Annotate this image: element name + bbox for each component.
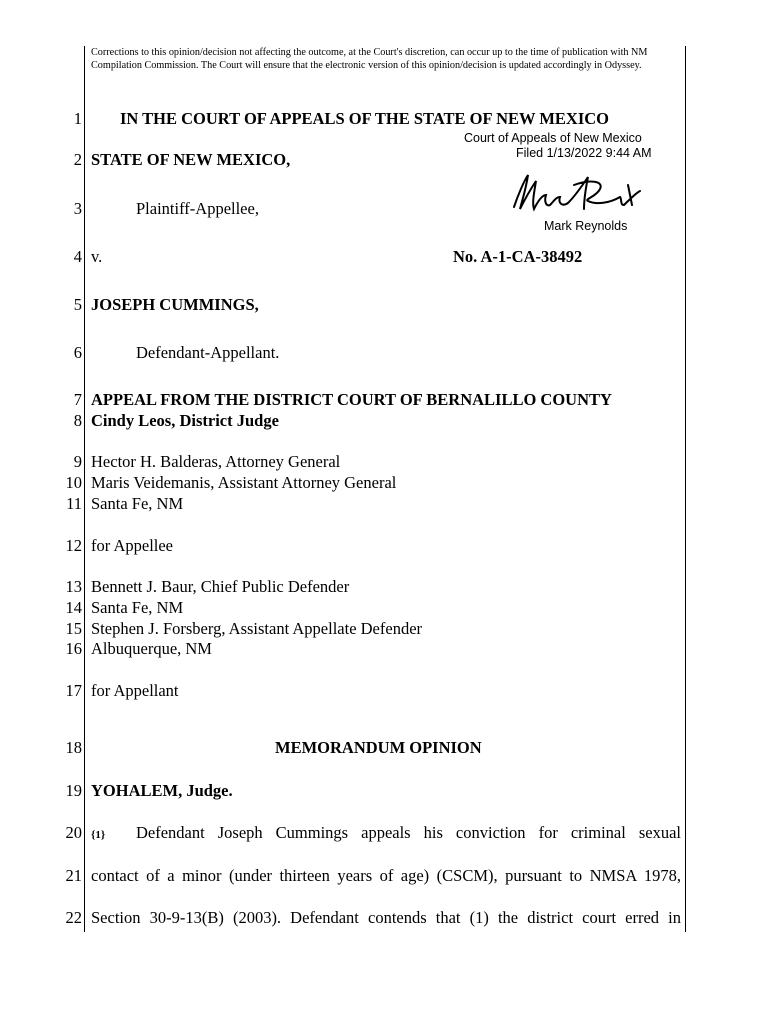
- defendant-role: Defendant-Appellant.: [136, 343, 280, 362]
- appellee-counsel-line: Santa Fe, NM: [91, 494, 184, 513]
- versus: v.: [91, 247, 103, 266]
- line-number: 6: [73, 343, 82, 362]
- line-number: 5: [73, 295, 82, 314]
- line-number: 3: [73, 199, 82, 218]
- line-number: 8: [73, 411, 82, 430]
- appellant-counsel-line: Santa Fe, NM: [91, 598, 184, 617]
- plaintiff-role: Plaintiff-Appellee,: [136, 199, 259, 218]
- line-number: 4: [73, 247, 82, 266]
- appellee-counsel-line: Maris Veidemanis, Assistant Attorney General: [91, 473, 397, 492]
- defendant-name: JOSEPH CUMMINGS,: [91, 295, 259, 314]
- opinion-text-line: Section 30-9-13(B) (2003). Defendant contends that (1) the district court erred in: [91, 908, 681, 927]
- line-number: 11: [66, 494, 82, 513]
- line-number: 21: [65, 866, 82, 885]
- left-margin-rule: [84, 46, 85, 932]
- appellee-counsel-line: Hector H. Balderas, Attorney General: [91, 452, 341, 471]
- appellant-counsel-line: Albuquerque, NM: [91, 639, 212, 658]
- paragraph-marker: {1}: [91, 829, 106, 841]
- line-number: 18: [65, 738, 82, 757]
- opinion-text-line: contact of a minor (under thirteen years of age) (CSCM), pursuant to NMSA 1978,: [91, 866, 681, 885]
- line-number: 2: [73, 150, 82, 169]
- line-number: 14: [65, 598, 82, 617]
- right-margin-rule: [685, 46, 686, 932]
- for-appellee: for Appellee: [91, 536, 174, 555]
- plaintiff-name: STATE OF NEW MEXICO,: [91, 150, 291, 169]
- line-number: 16: [65, 639, 82, 658]
- line-number: 19: [65, 781, 82, 800]
- line-number: 1: [73, 109, 82, 128]
- corrections-notice: Corrections to this opinion/decision not affecting the outcome, at the Court's discretion, can occur up to the time of publication with NM Compilation Commission. The Court will ensure that the electronic version of this opinion/decision is updated accordingly in Odyssey.: [91, 47, 648, 71]
- line-number: 7: [73, 390, 82, 409]
- line-number: 22: [65, 908, 82, 927]
- appeal-heading: APPEAL FROM THE DISTRICT COURT OF BERNALILLO COUNTY: [91, 390, 612, 409]
- line-number: 12: [65, 536, 82, 555]
- case-number: No. A-1-CA-38492: [453, 247, 583, 266]
- appellant-counsel-line: Stephen J. Forsberg, Assistant Appellate Defender: [91, 619, 423, 638]
- line-number: 13: [65, 577, 82, 596]
- court-heading: IN THE COURT OF APPEALS OF THE STATE OF NEW MEXICO: [120, 109, 610, 128]
- filing-stamp-signer: Mark Reynolds: [544, 219, 628, 233]
- for-appellant: for Appellant: [91, 681, 179, 700]
- line-number: 10: [65, 473, 82, 492]
- appellant-counsel-line: Bennett J. Baur, Chief Public Defender: [91, 577, 350, 596]
- opinion-author: YOHALEM, Judge.: [91, 781, 233, 800]
- clerk-signature: [500, 165, 650, 225]
- line-number: 15: [65, 619, 82, 638]
- line-number: 20: [65, 823, 82, 842]
- line-number: 17: [65, 681, 82, 700]
- opinion-text-line: Defendant Joseph Cummings appeals his conviction for criminal sexual: [136, 823, 681, 842]
- district-judge: Cindy Leos, District Judge: [91, 411, 279, 430]
- line-number: 9: [73, 452, 82, 471]
- opinion-title: MEMORANDUM OPINION: [275, 738, 482, 757]
- filing-stamp-court: Court of Appeals of New Mexico: [464, 131, 642, 145]
- filing-stamp-date: Filed 1/13/2022 9:44 AM: [516, 146, 652, 160]
